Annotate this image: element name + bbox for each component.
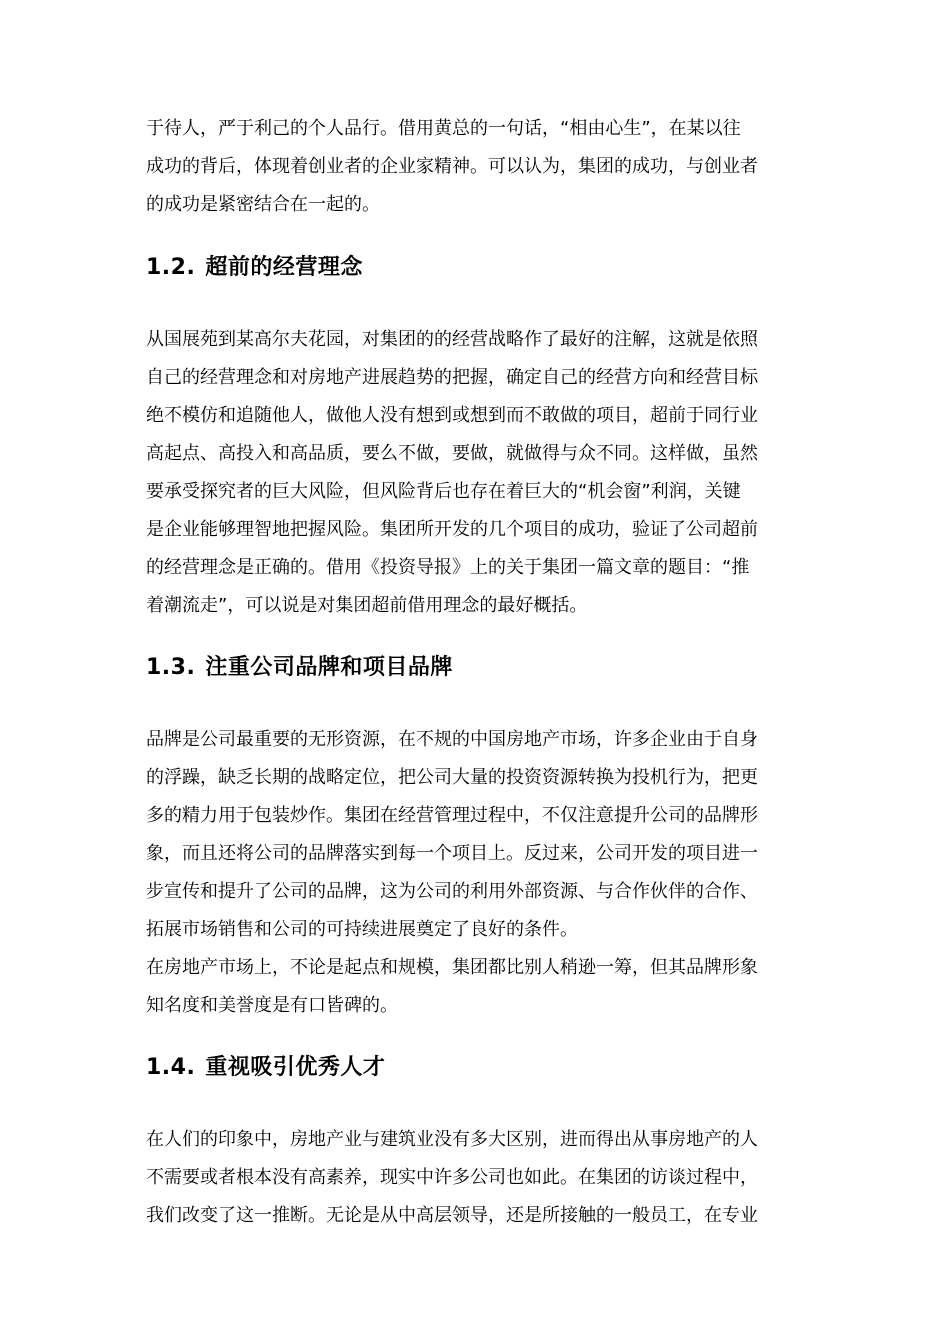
paragraph-intro [146, 110, 810, 224]
text-line: 我们改变了这一推断。无论是从中高层领导，还是所接触的一般员工，在专业 [146, 1205, 758, 1226]
section-heading-1-4 [146, 1053, 385, 1083]
section-heading-1-2 [146, 253, 363, 283]
text-line: 象，而且还将公司的品牌落实到每一个项目上。反过来，公司开发的项目进一 [146, 843, 758, 864]
text-line: 的成功是紧密结合在一起的。 [146, 194, 380, 215]
text-line: 从国展苑到某高尔夫花园，对集团的的经营战略作了最好的注解，这就是依照 [146, 329, 758, 350]
text-line: 不需要或者根本没有高素养，现实中许多公司也如此。在集团的访谈过程中， [146, 1167, 758, 1188]
text-line: 步宣传和提升了公司的品牌，这为公司的利用外部资源、与合作伙伴的合作、 [146, 881, 758, 902]
text-line: 品牌是公司最重要的无形资源，在不规的中国房地产市场，许多企业由于自身 [146, 729, 758, 750]
text-line: 要承受探究者的巨大风险，但风险背后也存在着巨大的“机会窗”利润，关键 [146, 481, 741, 502]
text-line: 的浮躁，缺乏长期的战略定位，把公司大量的投资资源转换为投机行为，把更 [146, 767, 758, 788]
section-title: 注重公司品牌和项目品牌 [205, 655, 453, 680]
text-line: 着潮流走”，可以说是对集团超前借用理念的最好概括。 [146, 595, 588, 616]
section-number: 1.4. [146, 1055, 196, 1080]
text-line: 拓展市场销售和公司的可持续进展奠定了良好的条件。 [146, 919, 578, 940]
paragraph-section-1-2 [146, 321, 810, 625]
text-line: 自己的经营理念和对房地产进展趋势的把握，确定自己的经营方向和经营目标 [146, 367, 758, 388]
text-line: 在房地产市场上，不论是起点和规模，集团都比别人稍逊一筹，但其品牌形象 [146, 957, 758, 978]
text-line: 在人们的印象中，房地产业与建筑业没有多大区别，进而得出从事房地产的人 [146, 1129, 758, 1150]
text-line: 绝不模仿和追随他人，做他人没有想到或想到而不敢做的项目，超前于同行业 [146, 405, 758, 426]
section-number: 1.3. [146, 655, 196, 680]
text-line: 于待人，严于利己的个人品行。借用黄总的一句话，“相由心生”，在某以往 [146, 118, 741, 139]
text-line: 高起点、高投入和高品质，要么不做，要做，就做得与众不同。这样做，虽然 [146, 443, 758, 464]
text-line: 成功的背后，体现着创业者的企业家精神。可以认为，集团的成功，与创业者 [146, 156, 758, 177]
section-title: 超前的经营理念 [205, 255, 363, 280]
text-line: 的经营理念是正确的。借用《投资导报》上的关于集团一篇文章的题目：“推 [146, 557, 750, 578]
text-line: 多的精力用于包装炒作。集团在经营管理过程中，不仅注意提升公司的品牌形 [146, 805, 758, 826]
section-heading-1-3 [146, 653, 453, 683]
text-line: 知名度和美誉度是有口皆碑的。 [146, 995, 398, 1016]
paragraph-section-1-4 [146, 1121, 810, 1235]
section-number: 1.2. [146, 255, 196, 280]
text-line: 是企业能够理智地把握风险。集团所开发的几个项目的成功，验证了公司超前 [146, 519, 758, 540]
paragraph-section-1-3 [146, 721, 810, 1025]
section-title: 重视吸引优秀人才 [205, 1055, 386, 1080]
